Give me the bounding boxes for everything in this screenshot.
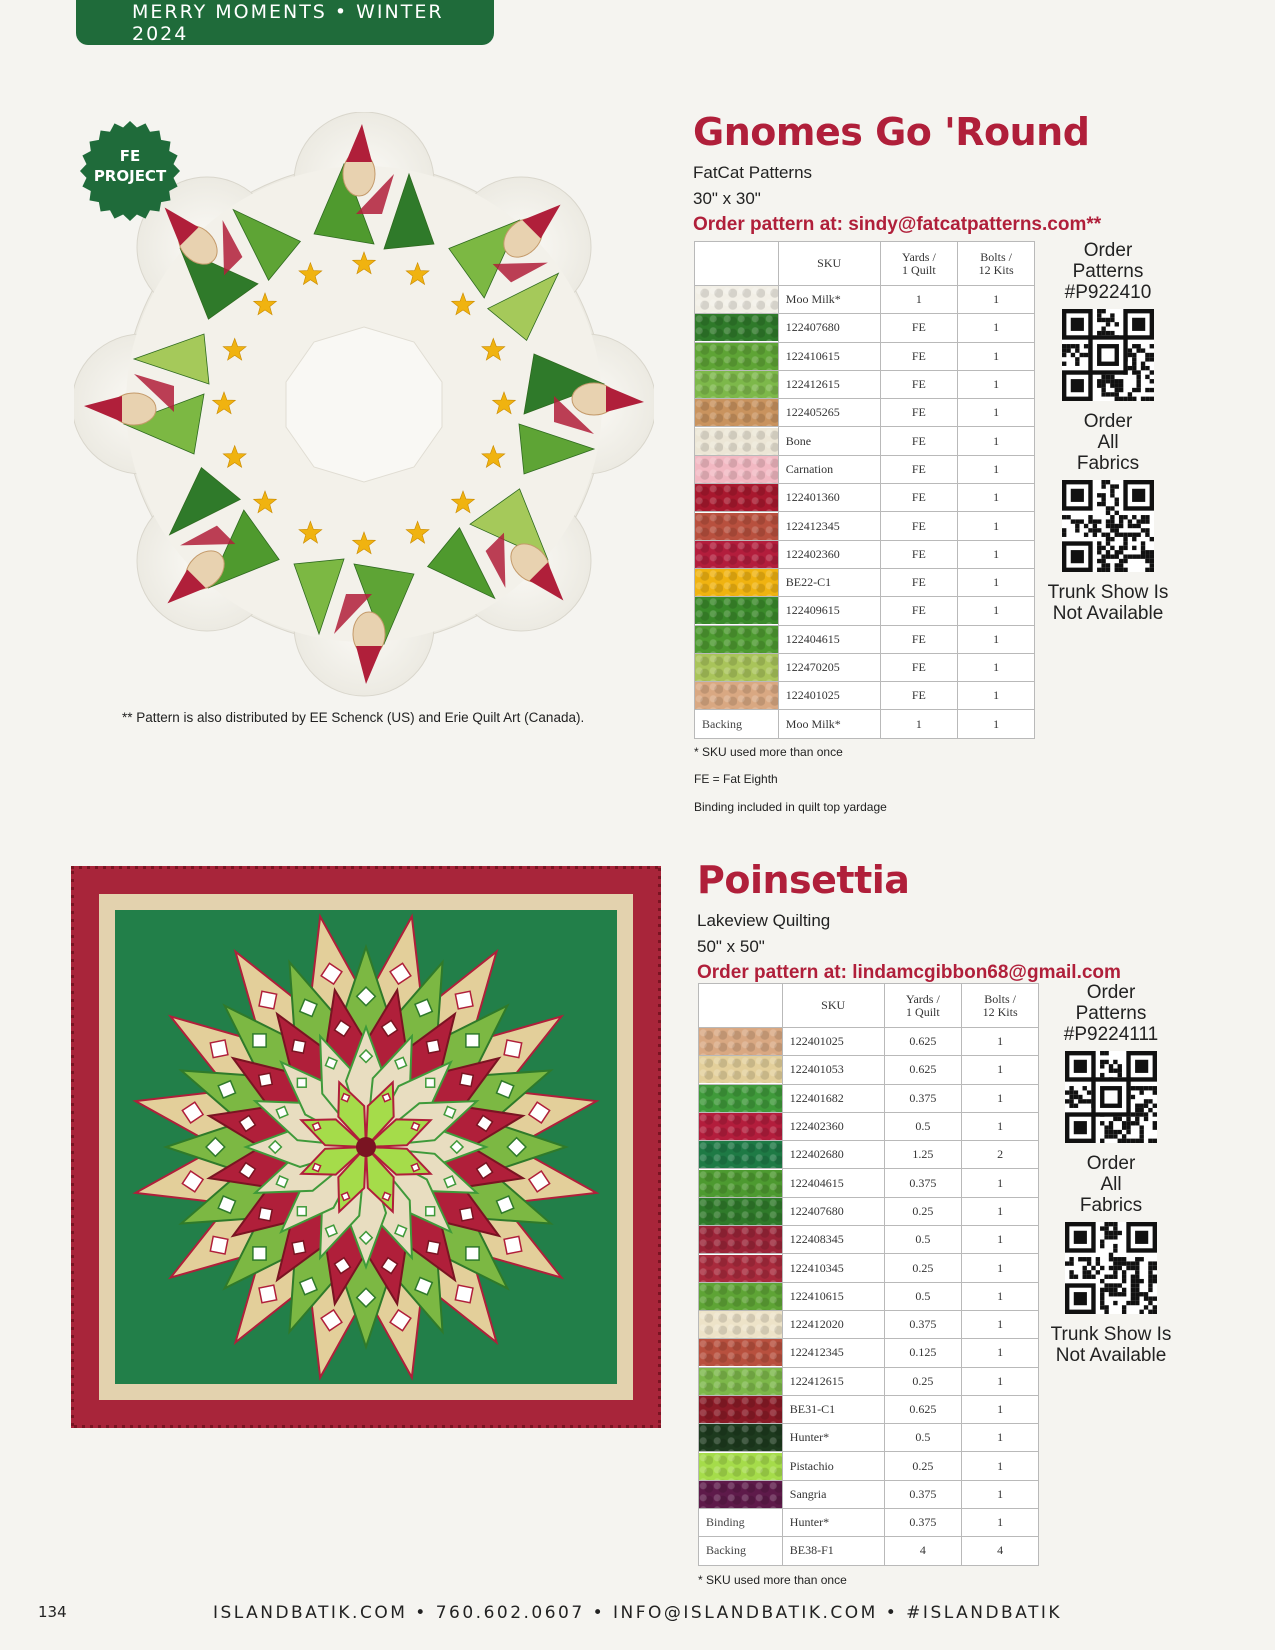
project2-info: [697, 858, 1121, 986]
bolts-cell: 1: [958, 370, 1035, 398]
table-row: [695, 653, 1035, 681]
sku-cell: BE22-C1: [778, 568, 880, 596]
yards-cell: 1: [880, 286, 958, 314]
fabric-swatch-color: [699, 1141, 782, 1168]
sku-cell: 122401360: [778, 484, 880, 512]
fabric-swatch: [695, 427, 779, 455]
sku-cell: Sangria: [782, 1480, 884, 1508]
fabric-swatch: [699, 1452, 783, 1480]
swatch-header: [699, 984, 783, 1028]
yards-cell: 0.25: [884, 1367, 962, 1395]
yards-cell: 0.5: [884, 1112, 962, 1140]
yards-cell: FE: [880, 540, 958, 568]
swatch-header: [695, 242, 779, 286]
note-binding: Binding included in quilt top yardage: [694, 800, 887, 814]
table-row: [699, 1282, 1039, 1310]
table-row: [695, 370, 1035, 398]
table-row: [699, 1452, 1039, 1480]
fabric-swatch: [695, 682, 779, 710]
table-row: [695, 484, 1035, 512]
sku-cell: 122401682: [782, 1084, 884, 1112]
yards-cell: FE: [880, 427, 958, 455]
table-row: [695, 286, 1035, 314]
order-patterns-label: Order Patterns: [1072, 240, 1144, 282]
bolts-cell: 1: [958, 597, 1035, 625]
fabric-swatch-color: [695, 456, 778, 483]
sku-cell: 122410345: [782, 1254, 884, 1282]
bolts-cell: 4: [962, 1537, 1039, 1565]
fabric-swatch: [695, 286, 779, 314]
sku-cell: 122402680: [782, 1141, 884, 1169]
yards-cell: FE: [880, 625, 958, 653]
bolts-cell: 1: [958, 710, 1035, 738]
bolts-cell: 1: [958, 399, 1035, 427]
sku-cell: Bone: [778, 427, 880, 455]
yards-cell: 0.25: [884, 1452, 962, 1480]
bolts-cell: 1: [962, 1310, 1039, 1338]
table-row: [699, 1254, 1039, 1282]
yards-cell: 1: [880, 710, 958, 738]
table-row: [699, 1197, 1039, 1225]
fabric-swatch: [699, 1169, 783, 1197]
project1-title: Gnomes Go 'Round: [693, 110, 1090, 154]
yards-cell: FE: [880, 568, 958, 596]
bolts-cell: 2: [962, 1141, 1039, 1169]
table-row: [695, 427, 1035, 455]
fabric-swatch-color: [699, 1170, 782, 1197]
fabric-swatch: [699, 1339, 783, 1367]
fabric-swatch-color: [695, 371, 778, 398]
bolts-cell: 1: [958, 484, 1035, 512]
fabric-swatch-color: [695, 399, 778, 426]
project2-size: 50" x 50": [697, 937, 765, 956]
bolts-cell: 1: [962, 1197, 1039, 1225]
fabric-swatch-color: [699, 1339, 782, 1366]
sku-cell: Pistachio: [782, 1452, 884, 1480]
fabric-swatch-color: [699, 1424, 782, 1451]
fabric-swatch-color: [695, 654, 778, 681]
fabric-swatch-color: [699, 1481, 782, 1508]
distribution-footnote: ** Pattern is also distributed by EE Schenck (US) and Erie Quilt Art (Canada).: [122, 710, 585, 725]
fabric-swatch: [695, 653, 779, 681]
sku-cell: 122412020: [782, 1310, 884, 1338]
table-row: [695, 597, 1035, 625]
sku-cell: 122407680: [778, 314, 880, 342]
bolts-cell: 1: [962, 1254, 1039, 1282]
yards-cell: FE: [880, 399, 958, 427]
sku-cell: Hunter*: [782, 1424, 884, 1452]
order-fabrics-label: Order All Fabrics: [1076, 411, 1140, 474]
fabric-swatch-color: [699, 1453, 782, 1480]
sku-cell: 122407680: [782, 1197, 884, 1225]
yards-cell: FE: [880, 455, 958, 483]
note-sku: * SKU used more than once: [698, 1573, 847, 1587]
sku-cell: 122412345: [782, 1339, 884, 1367]
sku-cell: 122402360: [778, 540, 880, 568]
bolts-cell: 1: [962, 1367, 1039, 1395]
fabric-swatch: [695, 314, 779, 342]
bolts-cell: 1: [962, 1084, 1039, 1112]
yards-cell: FE: [880, 682, 958, 710]
fabric-swatch-color: [699, 1028, 782, 1055]
yards-cell: 0.25: [884, 1197, 962, 1225]
yards-cell: 0.625: [884, 1395, 962, 1423]
bolts-cell: 1: [958, 286, 1035, 314]
table-row: [699, 1310, 1039, 1338]
yards-cell: 0.375: [884, 1084, 962, 1112]
table-row: [695, 399, 1035, 427]
yards-cell: FE: [880, 484, 958, 512]
fabric-swatch: [695, 484, 779, 512]
fe-project-badge-text: [80, 146, 180, 186]
bolts-cell: 1: [958, 653, 1035, 681]
yards-cell: 0.5: [884, 1226, 962, 1254]
sku-cell: Hunter*: [782, 1509, 884, 1537]
table-row: [695, 342, 1035, 370]
trunk-show-label: Trunk Show Is Not Available: [1047, 582, 1169, 624]
bolts-cell: 1: [962, 1112, 1039, 1140]
sku-cell: 122412345: [778, 512, 880, 540]
pattern-number: #P9224111: [1063, 1024, 1159, 1045]
bolts-cell: 1: [962, 1226, 1039, 1254]
project1-info: [693, 110, 1101, 238]
bolts-header: Bolts / 12 Kits: [962, 984, 1039, 1028]
fabric-swatch: [699, 1028, 783, 1056]
fabric-swatch: [695, 370, 779, 398]
badge-line2: PROJECT: [93, 167, 167, 185]
table-row: [699, 1056, 1039, 1084]
sku-cell: Moo Milk*: [778, 710, 880, 738]
fabric-swatch: [695, 399, 779, 427]
sku-header: SKU: [782, 984, 884, 1028]
bolts-cell: 1: [958, 682, 1035, 710]
bolts-cell: 1: [962, 1480, 1039, 1508]
yards-cell: 4: [884, 1537, 962, 1565]
row-label: Backing: [695, 710, 779, 738]
bolts-cell: 1: [962, 1282, 1039, 1310]
fabric-swatch-color: [699, 1368, 782, 1395]
fabric-swatch: [699, 1056, 783, 1084]
table-row: [695, 455, 1035, 483]
fabric-swatch-color: [695, 428, 778, 455]
yards-cell: 0.375: [884, 1310, 962, 1338]
yards-header: Yards / 1 Quilt: [880, 242, 958, 286]
table-row: [699, 1424, 1039, 1452]
project2-fabric-table: [698, 983, 1039, 1566]
fabric-swatch: [695, 568, 779, 596]
sku-cell: BE31-C1: [782, 1395, 884, 1423]
project2-order-link[interactable]: Order pattern at: lindamcgibbon68@gmail.com: [697, 962, 1121, 983]
order-fabrics-qr-icon[interactable]: [1065, 1222, 1157, 1314]
bolts-cell: 1: [958, 625, 1035, 653]
fabric-swatch: [699, 1197, 783, 1225]
table-row: [699, 1226, 1039, 1254]
project2-notes: [698, 1572, 847, 1588]
bolts-cell: 1: [962, 1056, 1039, 1084]
fabric-swatch: [695, 625, 779, 653]
fabric-swatch: [695, 455, 779, 483]
header-tab: [76, 0, 494, 45]
footer-contact: ISLANDBATIK.COM • 760.602.0607 • INFO@ISLANDBATIK.COM • #ISLANDBATIK: [212, 1603, 1063, 1623]
yards-cell: 0.625: [884, 1028, 962, 1056]
fabric-swatch: [695, 512, 779, 540]
note-sku: * SKU used more than once: [694, 745, 843, 759]
table-row: [695, 682, 1035, 710]
fabric-swatch-color: [695, 484, 778, 511]
table-row: [695, 540, 1035, 568]
table-row: [699, 1169, 1039, 1197]
table-row: [695, 512, 1035, 540]
yards-cell: FE: [880, 370, 958, 398]
bolts-cell: 1: [962, 1028, 1039, 1056]
table-row: [699, 1480, 1039, 1508]
bolts-cell: 1: [958, 314, 1035, 342]
fabric-swatch: [699, 1480, 783, 1508]
sku-cell: 122405265: [778, 399, 880, 427]
yards-cell: FE: [880, 653, 958, 681]
fabric-swatch: [699, 1226, 783, 1254]
yards-cell: FE: [880, 597, 958, 625]
sku-cell: 122410615: [782, 1282, 884, 1310]
bolts-cell: 1: [962, 1452, 1039, 1480]
fabric-swatch-color: [699, 1198, 782, 1225]
fabric-swatch: [699, 1254, 783, 1282]
project1-side-links: [1047, 240, 1169, 624]
sku-header: SKU: [778, 242, 880, 286]
poinsettia-quilt-image: [71, 866, 661, 1428]
bolts-cell: 1: [962, 1509, 1039, 1537]
yards-cell: 0.5: [884, 1282, 962, 1310]
fabric-swatch-color: [699, 1113, 782, 1140]
yards-cell: 1.25: [884, 1141, 962, 1169]
table-row: [699, 1112, 1039, 1140]
table-row: [695, 314, 1035, 342]
project1-size: 30" x 30": [693, 189, 761, 208]
sku-cell: Moo Milk*: [778, 286, 880, 314]
fabric-swatch-color: [695, 513, 778, 540]
fabric-swatch-color: [699, 1283, 782, 1310]
sku-cell: 122401025: [778, 682, 880, 710]
fabric-swatch-color: [695, 286, 778, 313]
sku-cell: 122402360: [782, 1112, 884, 1140]
sku-cell: 122404615: [778, 625, 880, 653]
note-fe: FE = Fat Eighth: [694, 772, 778, 786]
fabric-swatch: [699, 1141, 783, 1169]
sku-cell: BE38-F1: [782, 1537, 884, 1565]
sku-cell: 122412615: [782, 1367, 884, 1395]
yards-header: Yards / 1 Quilt: [884, 984, 962, 1028]
yards-cell: 0.375: [884, 1480, 962, 1508]
yards-cell: 0.625: [884, 1056, 962, 1084]
bolts-cell: 1: [958, 568, 1035, 596]
table-row: [699, 1537, 1039, 1565]
badge-line1: FE: [119, 147, 141, 165]
fabric-swatch: [699, 1282, 783, 1310]
fabric-swatch: [699, 1084, 783, 1112]
sku-cell: 122408345: [782, 1226, 884, 1254]
row-label: Backing: [699, 1537, 783, 1565]
order-patterns-qr-icon[interactable]: [1065, 1051, 1157, 1143]
yards-cell: 0.375: [884, 1169, 962, 1197]
bolts-cell: 1: [962, 1424, 1039, 1452]
fabric-swatch-color: [699, 1226, 782, 1253]
fabric-swatch-color: [695, 569, 778, 596]
fabric-swatch: [695, 342, 779, 370]
yards-cell: FE: [880, 342, 958, 370]
table-row: [699, 1028, 1039, 1056]
sku-cell: Carnation: [778, 455, 880, 483]
bolts-cell: 1: [962, 1339, 1039, 1367]
fabric-swatch-color: [699, 1255, 782, 1282]
sku-cell: 122401053: [782, 1056, 884, 1084]
order-fabrics-label: Order All Fabrics: [1079, 1153, 1143, 1216]
fabric-swatch: [695, 540, 779, 568]
fabric-swatch-color: [695, 682, 778, 709]
header-label: MERRY MOMENTS • WINTER 2024: [132, 0, 444, 45]
project2-designer: Lakeview Quilting: [697, 911, 831, 930]
bolts-cell: 1: [962, 1169, 1039, 1197]
project1-fabric-table: [694, 241, 1035, 739]
sku-cell: 122470205: [778, 653, 880, 681]
bolts-cell: 1: [958, 427, 1035, 455]
bolts-cell: 1: [958, 342, 1035, 370]
bolts-header: Bolts / 12 Kits: [958, 242, 1035, 286]
bolts-cell: 1: [958, 455, 1035, 483]
fabric-swatch-color: [699, 1056, 782, 1083]
table-row: [699, 1339, 1039, 1367]
fabric-swatch-color: [699, 1396, 782, 1423]
fabric-swatch-color: [695, 314, 778, 341]
pattern-number: #P922410: [1064, 282, 1152, 303]
table-row: [699, 1141, 1039, 1169]
page-number: 134: [38, 1603, 67, 1621]
bolts-cell: 1: [958, 540, 1035, 568]
table-row: [695, 625, 1035, 653]
trunk-show-label: Trunk Show Is Not Available: [1050, 1324, 1172, 1366]
bolts-cell: 1: [962, 1395, 1039, 1423]
table-row: [695, 710, 1035, 738]
fabric-swatch-color: [695, 597, 778, 624]
sku-cell: 122410615: [778, 342, 880, 370]
table-row: [695, 568, 1035, 596]
yards-cell: 0.25: [884, 1254, 962, 1282]
fabric-swatch: [699, 1367, 783, 1395]
row-label: Binding: [699, 1509, 783, 1537]
yards-cell: FE: [880, 314, 958, 342]
table-row: [699, 1509, 1039, 1537]
table-row: [699, 1395, 1039, 1423]
yards-cell: 0.375: [884, 1509, 962, 1537]
fabric-swatch: [699, 1310, 783, 1338]
fabric-swatch-color: [699, 1085, 782, 1112]
project2-title: Poinsettia: [697, 858, 910, 902]
yards-cell: 0.125: [884, 1339, 962, 1367]
table-row: [699, 1084, 1039, 1112]
yards-cell: FE: [880, 512, 958, 540]
fabric-swatch-color: [695, 626, 778, 653]
project1-designer: FatCat Patterns: [693, 163, 813, 182]
project1-notes: [694, 744, 887, 815]
fabric-swatch-color: [695, 343, 778, 370]
project1-order-link[interactable]: Order pattern at: sindy@fatcatpatterns.com**: [693, 214, 1102, 235]
fabric-swatch: [695, 597, 779, 625]
sku-cell: 122404615: [782, 1169, 884, 1197]
order-fabrics-qr-icon[interactable]: [1062, 480, 1154, 572]
yards-cell: 0.5: [884, 1424, 962, 1452]
fabric-swatch: [699, 1424, 783, 1452]
fabric-swatch: [699, 1395, 783, 1423]
bolts-cell: 1: [958, 512, 1035, 540]
table-row: [699, 1367, 1039, 1395]
fabric-swatch-color: [695, 541, 778, 568]
fabric-swatch-color: [699, 1311, 782, 1338]
sku-cell: 122401025: [782, 1028, 884, 1056]
sku-cell: 122412615: [778, 370, 880, 398]
sku-cell: 122409615: [778, 597, 880, 625]
fabric-swatch: [699, 1112, 783, 1140]
order-patterns-label: Order Patterns: [1075, 982, 1147, 1024]
project2-side-links: [1050, 982, 1172, 1366]
order-patterns-qr-icon[interactable]: [1062, 309, 1154, 401]
